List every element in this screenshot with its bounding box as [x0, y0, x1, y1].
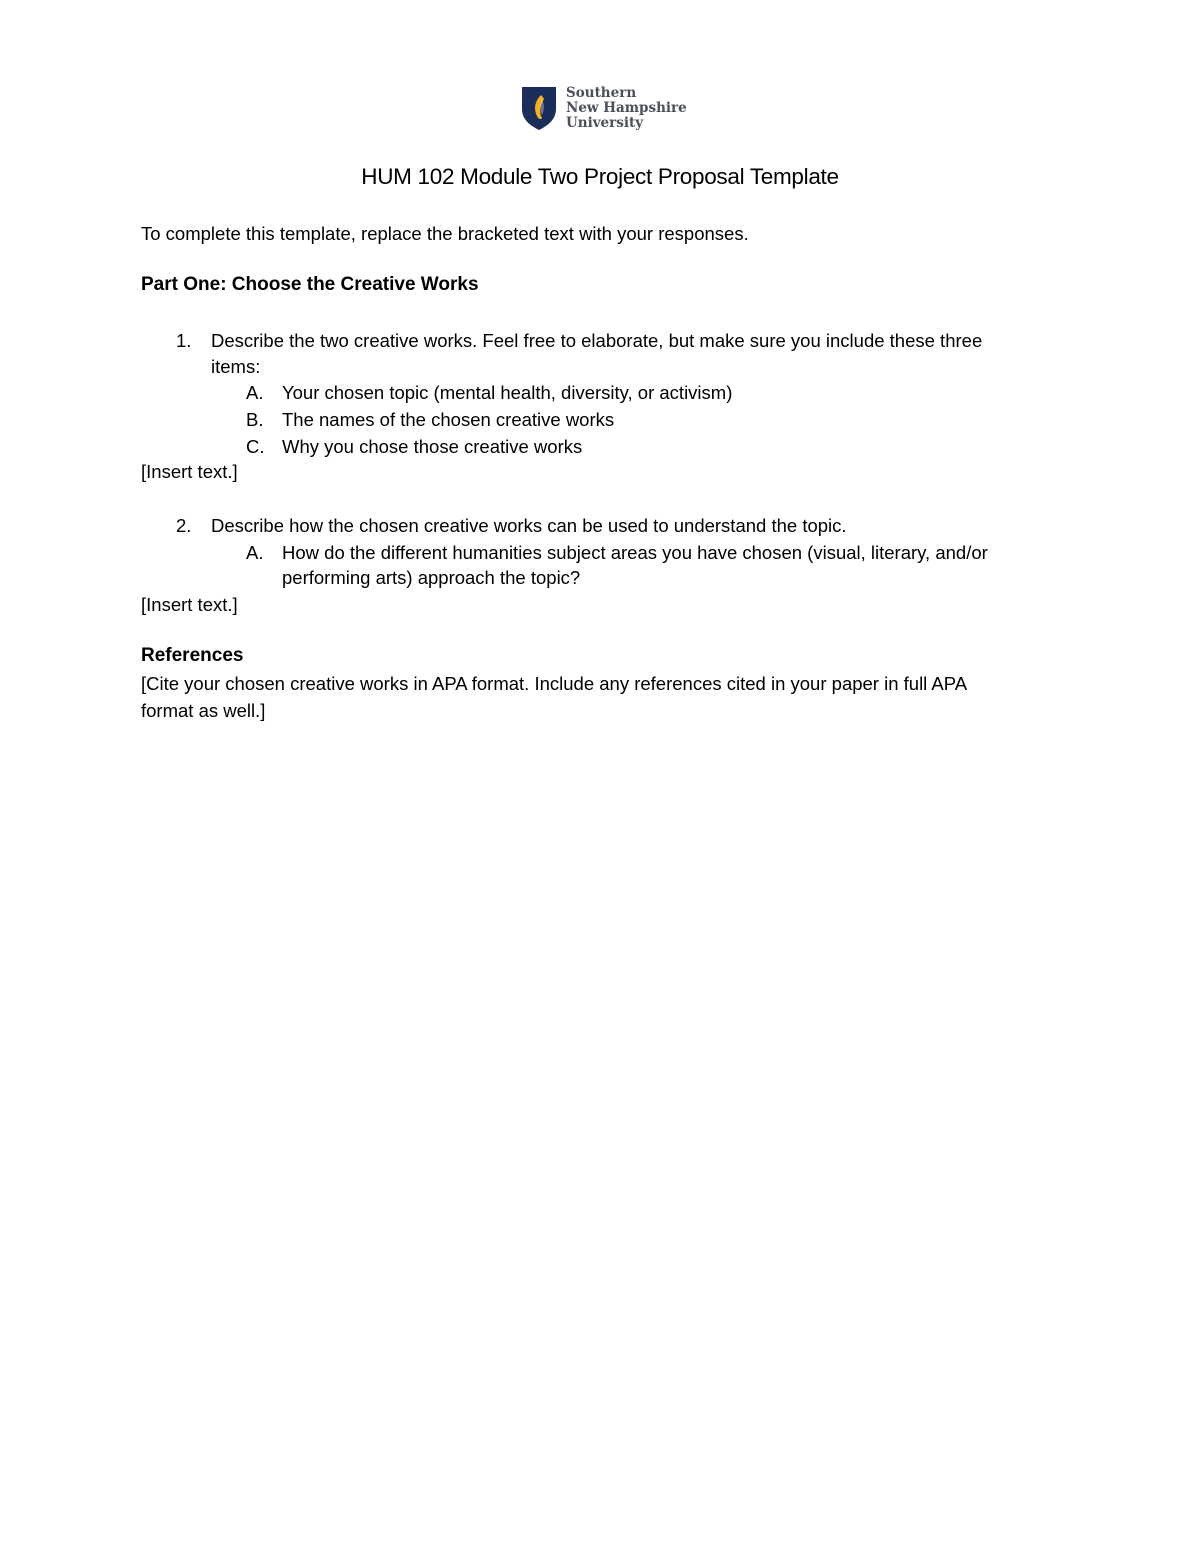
question-2-number: 2. [176, 515, 192, 536]
references-text-cont: format as well.] [141, 700, 266, 721]
answer-2-placeholder: [Insert text.] [141, 594, 238, 615]
logo-line-1: Southern [566, 84, 637, 101]
references-heading: References [141, 645, 244, 666]
subitem-1b-text: The names of the chosen creative works [282, 409, 615, 430]
subitem-2a-text-cont: performing arts) approach the topic? [282, 567, 581, 588]
logo-wordmark [566, 86, 687, 131]
subitem-1c-text: Why you chose those creative works [282, 436, 583, 457]
subitem-1a-text: Your chosen topic (mental health, diversity, or activism) [282, 382, 733, 403]
references-text: [Cite your chosen creative works in APA format. Include any references cited in your paper in full APA [141, 673, 968, 694]
intro-text: To complete this template, replace the bracketed text with your responses. [141, 223, 749, 244]
subitem-1c-letter: C. [246, 436, 265, 457]
question-1-number: 1. [176, 330, 192, 351]
question-2-text: Describe how the chosen creative works can be used to understand the topic. [211, 515, 847, 536]
question-1-text-cont: items: [211, 356, 261, 377]
university-logo [520, 84, 687, 132]
shield-flame-icon [520, 85, 558, 131]
answer-1-placeholder: [Insert text.] [141, 461, 238, 482]
subitem-2a-text: How do the different humanities subject areas you have chosen (visual, literary, and/or [282, 542, 988, 563]
logo-line-3: University [566, 114, 644, 131]
subitem-2a-letter: A. [246, 542, 264, 563]
subitem-1b-letter: B. [246, 409, 264, 430]
subitem-1a-letter: A. [246, 382, 264, 403]
question-1-text: Describe the two creative works. Feel free to elaborate, but make sure you include these three [211, 330, 983, 351]
part-one-heading: Part One: Choose the Creative Works [141, 274, 479, 295]
logo-line-2: New Hampshire [566, 99, 687, 116]
document-title: HUM 102 Module Two Project Proposal Template [361, 164, 839, 189]
